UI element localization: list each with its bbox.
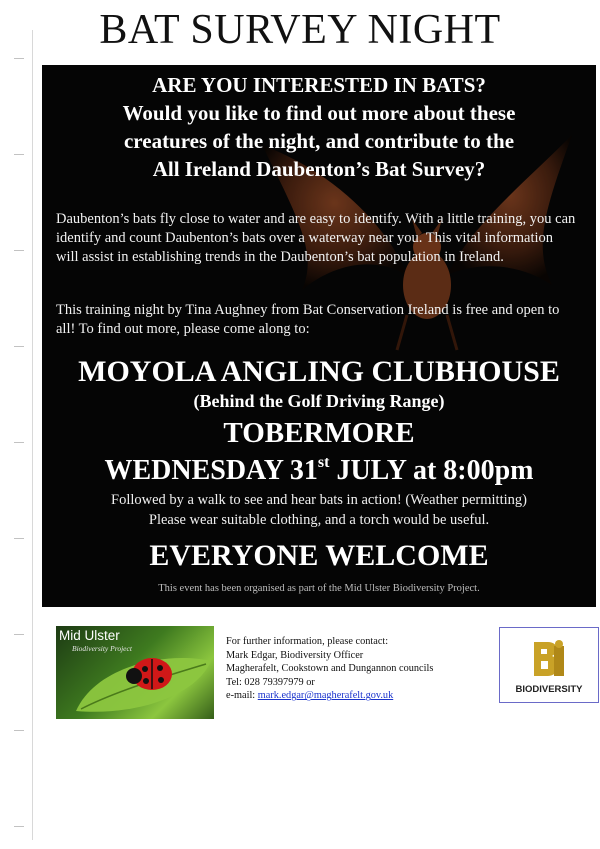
venue-name: MOYOLA ANGLING CLUBHOUSE (78, 355, 560, 388)
contact-line: Mark Edgar, Biodiversity Officer (226, 649, 364, 661)
town-name: TOBERMORE (223, 417, 415, 449)
biodiversity-b-icon (530, 640, 568, 680)
contact-line: Tel: 028 79397979 or (226, 676, 315, 688)
headline-line: creatures of the night, and contribute to the (123, 129, 515, 153)
headline-line: Would you like to find out more about these (122, 101, 516, 125)
binder-margin-marks (14, 0, 24, 849)
headline-line: ARE YOU INTERESTED IN BATS? (152, 73, 486, 97)
page-margin-rule (32, 30, 33, 840)
biodiversity-label: BIODIVERSITY (515, 684, 583, 695)
event-date: WEDNESDAY 31st JULY at 8:00pm (104, 454, 534, 486)
mid-ulster-subtitle: Biodiversity Project (72, 644, 132, 653)
contact-line: For further information, please contact: (226, 636, 389, 647)
contact-email-line: e-mail: mark.edgar@magherafelt.gov.uk (226, 690, 394, 702)
organised-note: This event has been organised as part of the Mid Ulster Biodiversity Project. (158, 583, 480, 594)
description-paragraph: Daubenton’s bats fly close to water and are easy to identify. With a little training, you can identify and count Daubenton’s bats over a waterway near you. This vital information will assist in establishing trends in the Daubenton’s bat population in Ireland. (56, 211, 576, 265)
training-paragraph: This training night by Tina Aughney from Bat Conservation Ireland is free and open to all! To find out more, please come along to: (56, 302, 560, 337)
flyer-title: BAT SURVEY NIGHT (99, 7, 501, 53)
contact-line: Magherafelt, Cookstown and Dungannon councils (226, 663, 434, 675)
contact-block (226, 635, 496, 703)
email-link[interactable]: mark.edgar@magherafelt.gov.uk (257, 690, 394, 702)
headline-line: All Ireland Daubenton’s Bat Survey? (152, 157, 486, 181)
mid-ulster-name: Mid Ulster (59, 628, 120, 643)
mid-ulster-logo (56, 626, 214, 719)
poster-headline (42, 71, 596, 183)
biodiversity-logo (499, 627, 599, 703)
follow-up-note: Followed by a walk to see and hear bats in action! (Weather permitting) Please wear suitable clothing, and a torch would be useful. (111, 492, 527, 528)
poster-panel (42, 65, 596, 607)
venue-note: (Behind the Golf Driving Range) (193, 391, 445, 411)
welcome-banner: EVERYONE WELCOME (149, 539, 489, 572)
